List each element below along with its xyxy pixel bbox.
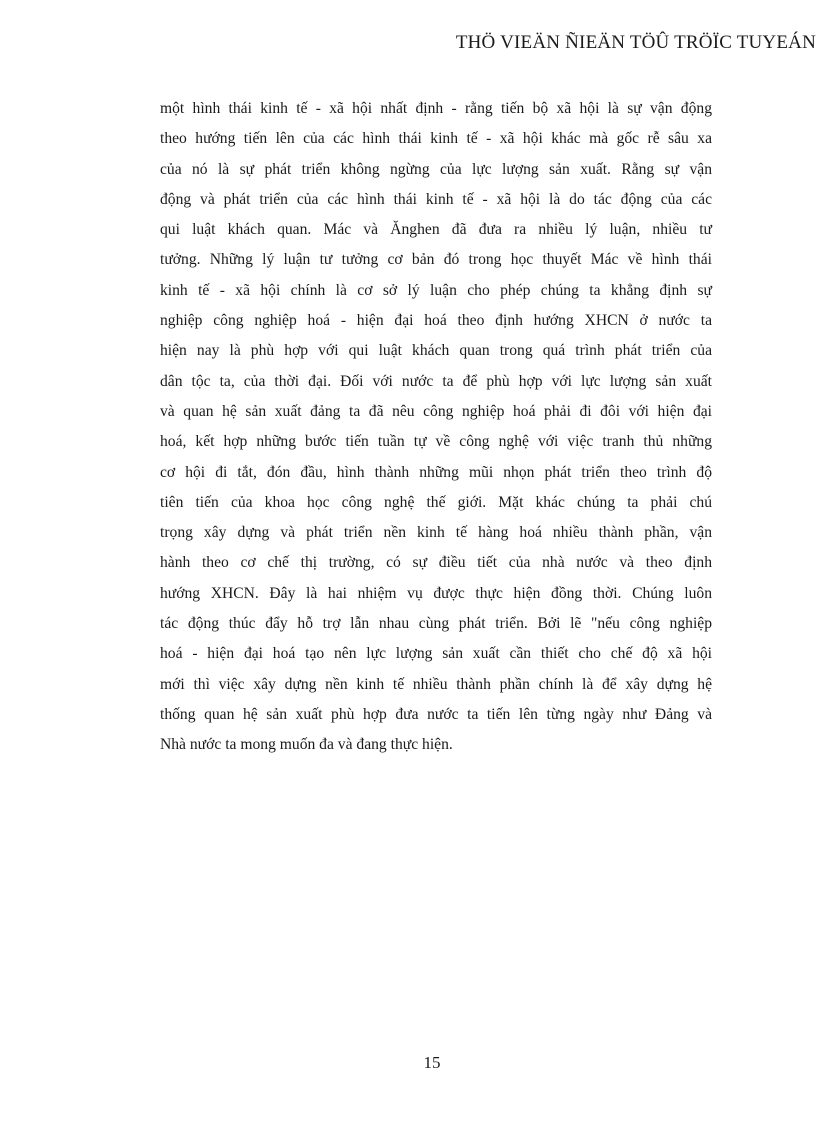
text-line: thống quan hệ sản xuất phù hợp đưa nước ta tiến lên từng ngày như Đảng và: [160, 705, 712, 723]
text-line: kinh tế - xã hội chính là cơ sở lý luận cho phép chúng ta khẳng định sự: [160, 281, 712, 299]
text-line: trọng xây dựng và phát triển nền kinh tế hàng hoá nhiều thành phần, vận: [160, 524, 712, 542]
text-line: theo hướng tiến lên của các hình thái kinh tế - xã hội khác mà gốc rễ sâu xa: [160, 130, 712, 148]
body-paragraph: [160, 94, 712, 761]
text-line: động và phát triển của các hình thái kinh tế - xã hội là do tác động của các: [160, 190, 712, 208]
text-line: qui luật khách quan. Mác và Ănghen đã đưa ra nhiều lý luận, nhiều tư: [160, 221, 712, 239]
text-line: của nó là sự phát triển không ngừng của lực lượng sản xuất. Rằng sự vận: [160, 160, 712, 178]
text-line: tác động thúc đẩy hỗ trợ lẫn nhau cùng phát triển. Bởi lẽ "nếu công nghiệp: [160, 615, 712, 633]
text-line: dân tộc ta, của thời đại. Đối với nước ta để phù hợp với lực lượng sản xuất: [160, 372, 712, 390]
page-number: 15: [423, 1053, 441, 1072]
text-line: hành theo cơ chế thị trường, có sự điều tiết của nhà nước và theo định: [160, 554, 712, 572]
text-line: cơ hội đi tắt, đón đầu, hình thành những mũi nhọn phát triển theo trình độ: [160, 463, 712, 481]
text-line: mới thì việc xây dựng nền kinh tế nhiều thành phần chính là để xây dựng hệ: [160, 675, 712, 693]
text-line: hiện nay là phù hợp với qui luật khách quan trong quá trình phát triển của: [160, 342, 712, 360]
text-line: hướng XHCN. Đây là hai nhiệm vụ được thực hiện đồng thời. Chúng luôn: [160, 584, 712, 602]
text-line: tiên tiến của khoa học công nghệ thế giới. Mặt khác chúng ta phải chú: [160, 493, 712, 511]
text-line: hoá - hiện đại hoá tạo nên lực lượng sản xuất cần thiết cho chế độ xã hội: [160, 645, 712, 663]
page-header: THÖ VIEÄN ÑIEÄN TÖÛ TRÖÏC TUYEÁN: [455, 32, 816, 53]
text-line: nghiệp công nghiệp hoá - hiện đại hoá theo định hướng XHCN ở nước ta: [160, 312, 712, 330]
text-line: Nhà nước ta mong muốn đa và đang thực hiện.: [160, 736, 453, 754]
text-line: và quan hệ sản xuất đảng ta đã nêu công nghiệp hoá phải đi đôi với hiện đại: [160, 402, 712, 420]
text-line: tưởng. Những lý luận tư tưởng cơ bản đó trong học thuyết Mác về hình thái: [160, 251, 712, 269]
text-line: một hình thái kinh tế - xã hội nhất định - rằng tiến bộ xã hội là sự vận động: [160, 100, 712, 117]
text-line: hoá, kết hợp những bước tiến tuần tự về công nghệ với việc tranh thủ những: [160, 433, 712, 451]
